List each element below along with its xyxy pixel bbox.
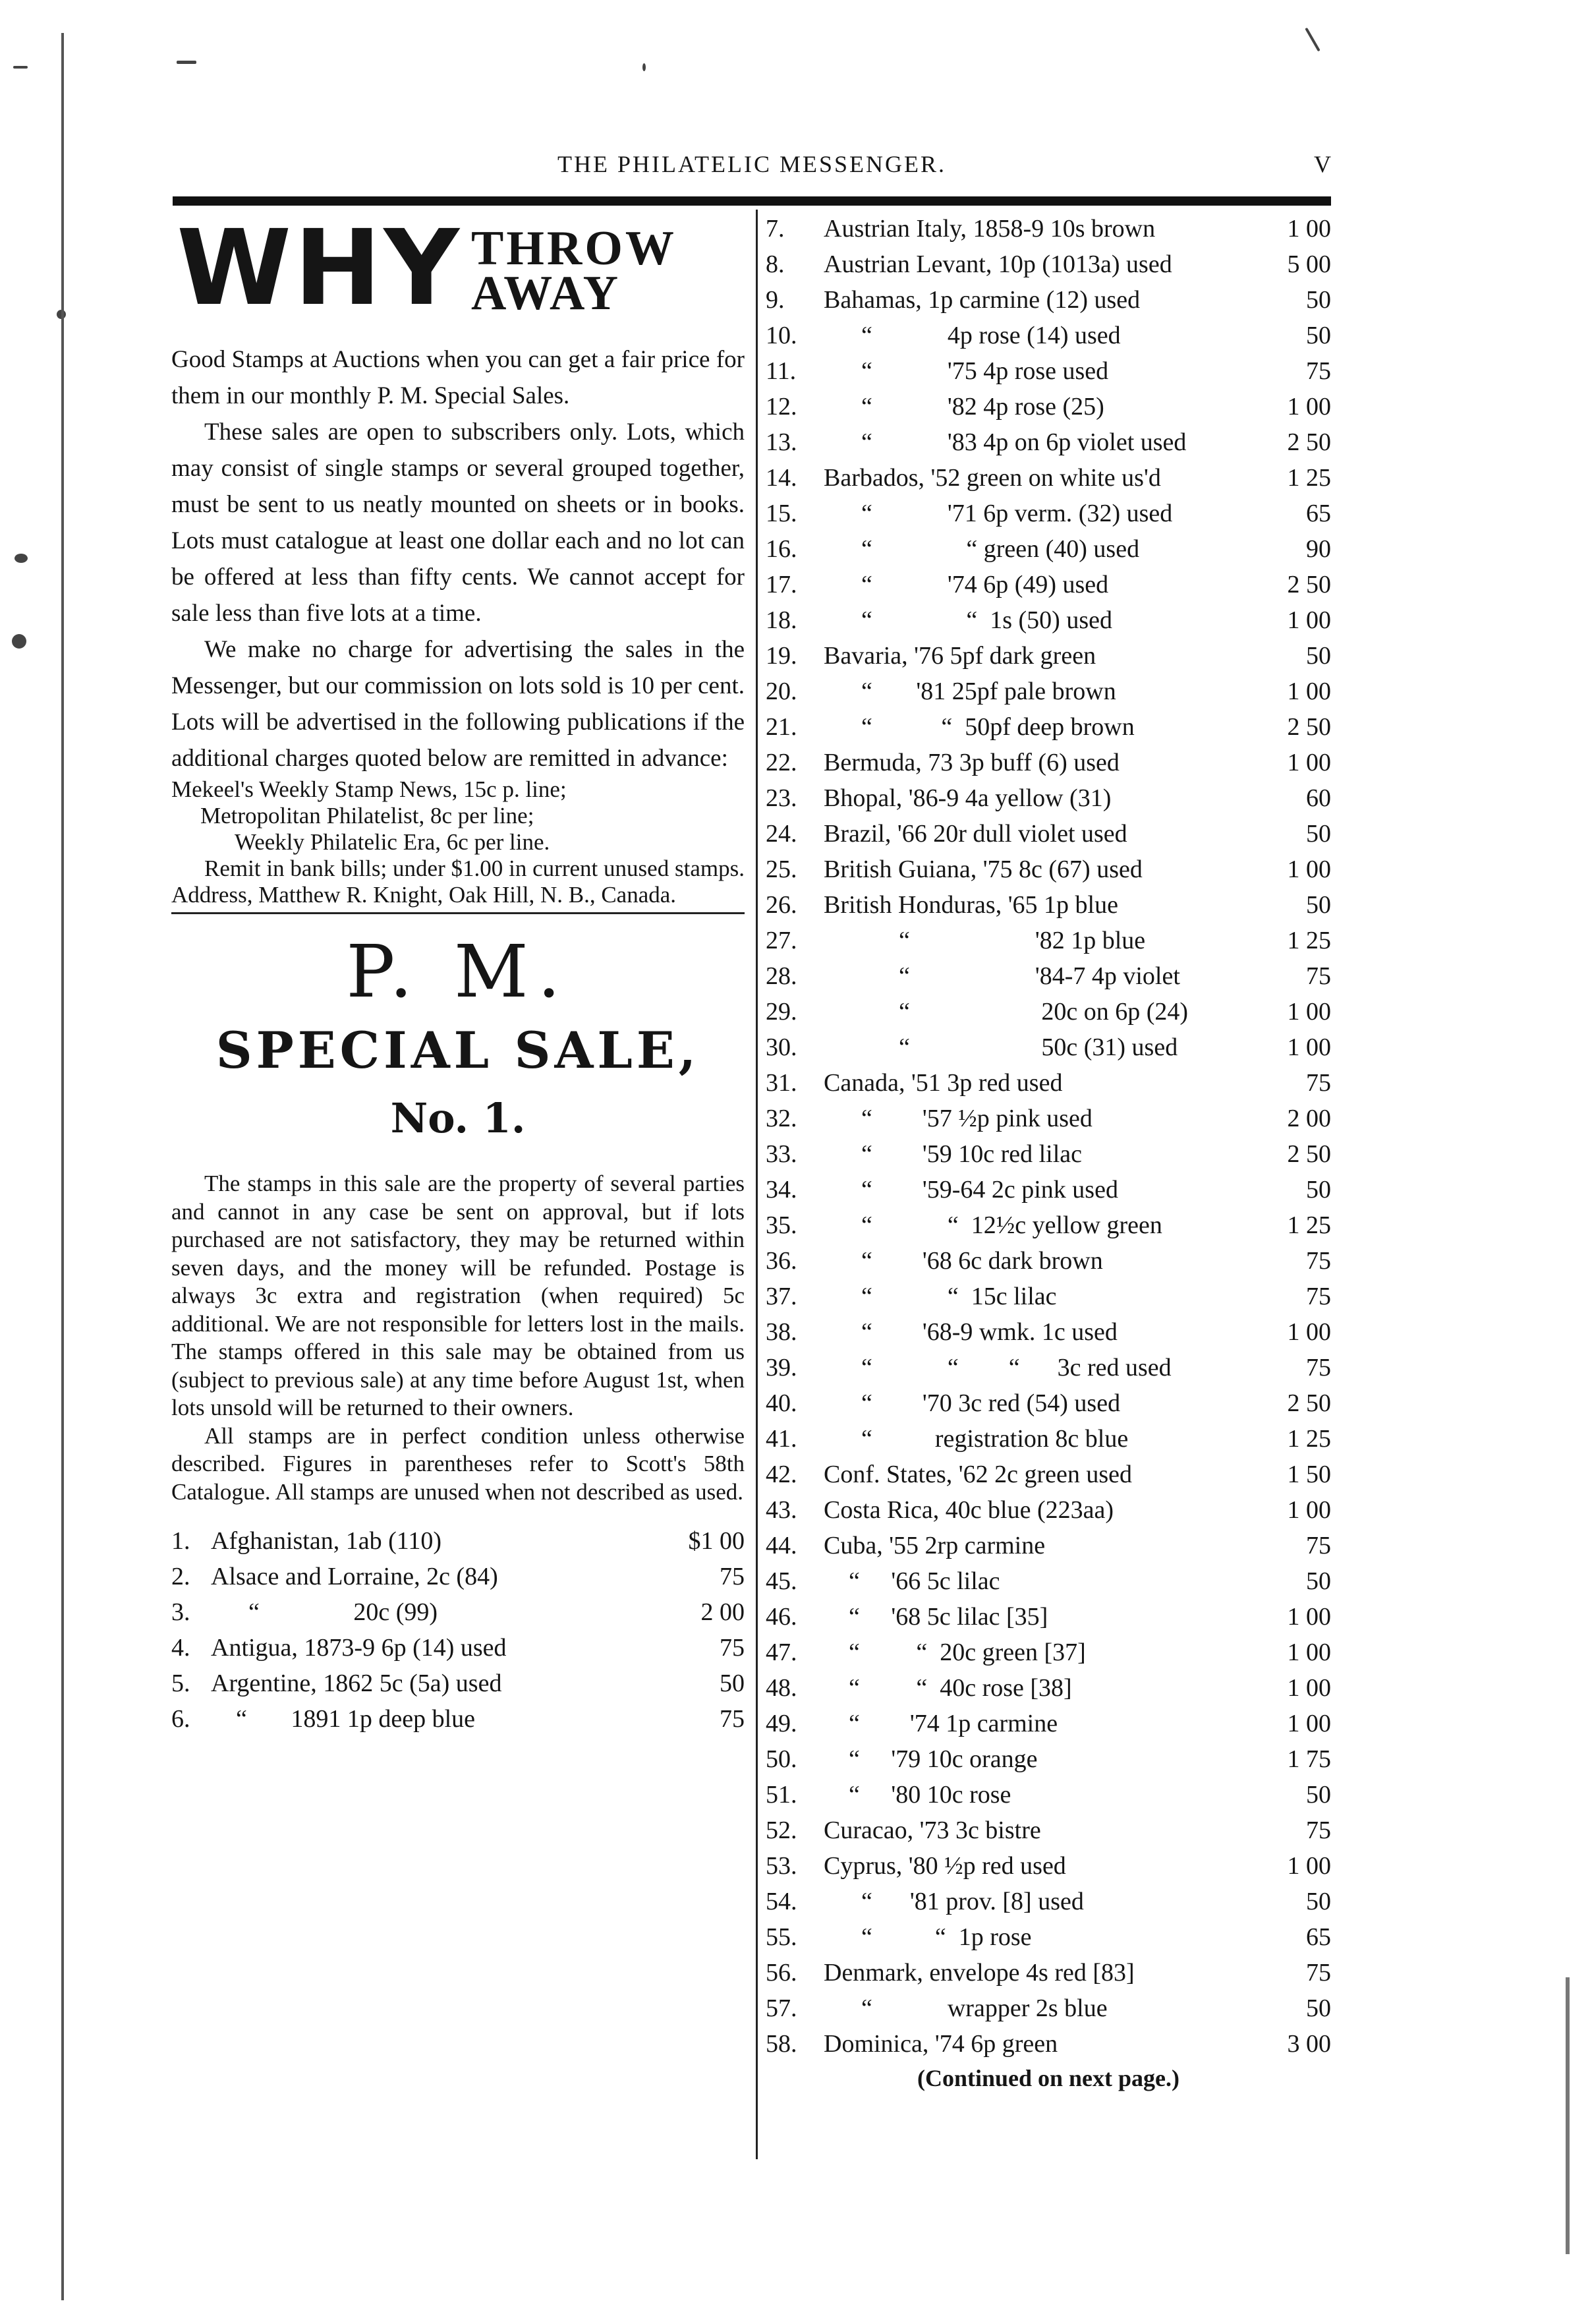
page-title: THE PHILATELIC MESSENGER. [557, 151, 946, 177]
lot-number: 26. [766, 891, 797, 919]
lot-number: 30. [766, 1033, 797, 1061]
lot-description: “ 20c on 6p (24) [824, 998, 1189, 1026]
lot-price: 50 [1306, 1176, 1331, 1204]
lot-row [766, 780, 1331, 816]
lot-description: “ “ 40c rose [38] [824, 1674, 1072, 1702]
lot-number: 19. [766, 642, 797, 670]
lot-row [766, 745, 1331, 780]
lot-number: 24. [766, 820, 797, 848]
lot-row [171, 1630, 745, 1666]
lot-description: “ '81 prov. [8] used [824, 1888, 1084, 1915]
lot-number: 58. [766, 2030, 797, 2058]
lot-description: “ “ 12½c yellow green [824, 1211, 1162, 1239]
lot-description: Afghanistan, 1ab (110) [211, 1527, 441, 1555]
lot-price: 50 [1306, 1994, 1331, 2022]
lot-row [766, 2026, 1331, 2062]
lot-number: 50. [766, 1745, 797, 1773]
lot-row [766, 211, 1331, 247]
lot-description: Austrian Italy, 1858-9 10s brown [824, 215, 1156, 243]
lot-number: 34. [766, 1176, 797, 1204]
lot-description: “ wrapper 2s blue [824, 1994, 1108, 2022]
lot-description: Conf. States, '62 2c green used [824, 1461, 1133, 1488]
page-number: V [1314, 151, 1331, 177]
lot-number: 39. [766, 1354, 797, 1381]
lot-number: 23. [766, 784, 797, 812]
lot-price: 75 [1306, 1959, 1331, 1987]
lot-row [766, 887, 1331, 923]
lot-description: “ '57 ½p pink used [824, 1105, 1093, 1132]
lot-number: 48. [766, 1674, 797, 1702]
lot-description: Antigua, 1873-9 6p (14) used [211, 1634, 507, 1662]
lot-description: Bhopal, '86-9 4a yellow (31) [824, 784, 1112, 812]
lot-number: 47. [766, 1639, 797, 1666]
lot-description: Barbados, '52 green on white us'd [824, 464, 1161, 492]
lot-row [766, 531, 1331, 567]
lot-price: 2 50 [1287, 1389, 1331, 1417]
lot-description: “ '74 1p carmine [824, 1710, 1058, 1737]
lot-number: 11. [766, 357, 797, 385]
lot-price: 50 [1306, 891, 1331, 919]
lot-row [766, 389, 1331, 424]
lot-row [766, 1136, 1331, 1172]
lot-row [766, 1101, 1331, 1136]
lot-description: Bahamas, 1p carmine (12) used [824, 286, 1141, 314]
lot-description: “ 20c (99) [211, 1598, 438, 1626]
lot-row [766, 353, 1331, 389]
lot-row [766, 1919, 1331, 1955]
lot-number: 35. [766, 1211, 797, 1239]
scan-speck [642, 63, 646, 71]
left-lot-list [171, 1523, 745, 1737]
lot-description: Bavaria, '76 5pf dark green [824, 642, 1096, 670]
lot-description: Canada, '51 3p red used [824, 1069, 1063, 1097]
lot-row [766, 994, 1331, 1030]
lot-price: 50 [1306, 1567, 1331, 1595]
scan-speck [13, 66, 28, 69]
lot-description: “ '83 4p on 6p violet used [824, 428, 1187, 456]
lot-price: 1 00 [1287, 749, 1331, 776]
lot-price: 1 00 [1287, 1852, 1331, 1880]
sale-terms-paragraph: The stamps in this sale are the property of several parties and cannot in any case be sent on approval, but if lots purchased are not satisfactory, they may be returned within seven days, and the money will be refunded. Postage is always 3c extra and registration (when required) 5c additional. We are not responsible for letters lost in the mails. The stamps offered in this sale may be obtained from us (subject to previous sale) at any time before August 1st, when lots unsold will be returned to their owners. [171, 1171, 745, 1420]
lot-price: 2 50 [1287, 571, 1331, 598]
scan-speck [12, 634, 26, 649]
lot-description: Argentine, 1862 5c (5a) used [211, 1670, 502, 1697]
lot-row [766, 567, 1331, 602]
lot-price: 2 00 [1287, 1105, 1331, 1132]
lot-price: 50 [1306, 1888, 1331, 1915]
lot-number: 29. [766, 998, 797, 1026]
lot-description: “ '82 1p blue [824, 927, 1146, 954]
lot-description: “ '70 3c red (54) used [824, 1389, 1121, 1417]
lot-price: 75 [1306, 1283, 1331, 1310]
lot-description: “ '68 5c lilac [35] [824, 1603, 1048, 1631]
lot-price: 2 50 [1287, 1140, 1331, 1168]
lot-number: 25. [766, 856, 797, 883]
lot-number: 33. [766, 1140, 797, 1168]
lot-number: 40. [766, 1389, 797, 1417]
lot-number: 9. [766, 286, 785, 314]
lot-number: 42. [766, 1461, 797, 1488]
lot-price: 75 [1306, 1069, 1331, 1097]
lot-number: 14. [766, 464, 797, 492]
lot-price: 75 [1306, 357, 1331, 385]
lot-number: 4. [171, 1634, 190, 1662]
lot-number: 28. [766, 962, 797, 990]
lot-row [766, 1350, 1331, 1385]
lot-number: 54. [766, 1888, 797, 1915]
lot-price: 1 00 [1287, 678, 1331, 705]
lot-number: 46. [766, 1603, 797, 1631]
lot-row [766, 852, 1331, 887]
lot-price: 1 25 [1287, 1211, 1331, 1239]
lot-price: 60 [1306, 784, 1331, 812]
publication-rate-2: Metropolitan Philatelist, 8c per line; [200, 803, 534, 828]
lot-description: Costa Rica, 40c blue (223aa) [824, 1496, 1114, 1524]
lot-price: 1 00 [1287, 1603, 1331, 1631]
lot-description: British Honduras, '65 1p blue [824, 891, 1118, 919]
lot-number: 5. [171, 1670, 190, 1697]
lot-row [766, 1670, 1331, 1706]
lot-price: 50 [1306, 820, 1331, 848]
lot-number: 32. [766, 1105, 797, 1132]
lot-number: 16. [766, 535, 797, 563]
lot-row [766, 1563, 1331, 1599]
lot-description: “ '74 6p (49) used [824, 571, 1109, 598]
special-sale-heading: SPECIAL SALE, [215, 1021, 700, 1080]
lot-price: 1 00 [1287, 1496, 1331, 1524]
lot-price: 1 00 [1287, 1710, 1331, 1737]
lot-number: 21. [766, 713, 797, 741]
lot-row [171, 1594, 745, 1630]
lot-row [171, 1701, 745, 1737]
lot-row [766, 1421, 1331, 1457]
lot-price: 1 00 [1287, 215, 1331, 243]
lot-number: 12. [766, 393, 797, 421]
lot-price: 90 [1306, 535, 1331, 563]
lot-description: Cyprus, '80 ½p red used [824, 1852, 1066, 1880]
lot-price: $1 00 [688, 1527, 745, 1555]
lot-row [766, 1065, 1331, 1101]
lot-row [766, 496, 1331, 531]
lot-row [766, 1279, 1331, 1314]
column-divider [756, 210, 758, 2159]
lot-price: 1 25 [1287, 1425, 1331, 1453]
lot-price: 1 00 [1287, 393, 1331, 421]
scan-edge-line [61, 33, 64, 2300]
lot-description: “ “ green (40) used [824, 535, 1140, 563]
lot-number: 15. [766, 500, 797, 527]
lot-row [766, 709, 1331, 745]
lot-number: 53. [766, 1852, 797, 1880]
lot-row [171, 1559, 745, 1594]
lot-price: 1 00 [1287, 1033, 1331, 1061]
lot-row [766, 1777, 1331, 1813]
lot-price: 1 00 [1287, 1674, 1331, 1702]
lot-price: 65 [1306, 500, 1331, 527]
lot-price: 3 00 [1287, 2030, 1331, 2058]
lot-price: 50 [1306, 322, 1331, 349]
lot-row [766, 1030, 1331, 1065]
scan-speck [1305, 28, 1320, 52]
lot-row [766, 1243, 1331, 1279]
lot-number: 55. [766, 1923, 797, 1951]
publication-rate-3: Weekly Philatelic Era, 6c per line. [235, 829, 550, 855]
why-paragraph-1: Good Stamps at Auctions when you can get a fair price for them in our monthly P. M. Special Sales. [171, 346, 745, 409]
lot-row [766, 1599, 1331, 1635]
lot-number: 20. [766, 678, 797, 705]
scan-edge-marks [1566, 1977, 1570, 2254]
scan-speck [14, 554, 28, 563]
lot-row [171, 1523, 745, 1559]
lot-row [766, 674, 1331, 709]
lot-description: “ registration 8c blue [824, 1425, 1129, 1453]
lot-row [766, 1492, 1331, 1528]
lot-description: “ “ 1p rose [824, 1923, 1032, 1951]
lot-price: 75 [1306, 1816, 1331, 1844]
lot-price: 75 [1306, 1247, 1331, 1275]
lot-number: 17. [766, 571, 797, 598]
lot-row [766, 460, 1331, 496]
lot-description: “ 1891 1p deep blue [211, 1705, 476, 1733]
lot-price: 1 00 [1287, 606, 1331, 634]
lot-number: 52. [766, 1816, 797, 1844]
lot-row [766, 1955, 1331, 1990]
lot-description: Curacao, '73 3c bistre [824, 1816, 1041, 1844]
lot-number: 51. [766, 1781, 797, 1809]
lot-description: Cuba, '55 2rp carmine [824, 1532, 1046, 1559]
lot-description: “ '79 10c orange [824, 1745, 1038, 1773]
lot-row [766, 282, 1331, 318]
sale-number: No. 1. [390, 1094, 526, 1142]
sale-conditions-paragraph: All stamps are in perfect condition unless otherwise described. Figures in parentheses refer to Scott's 58th Catalogue. All stamps are unused when not described as used. [171, 1422, 745, 1505]
lot-number: 8. [766, 250, 785, 278]
lot-number: 44. [766, 1532, 797, 1559]
lot-number: 31. [766, 1069, 797, 1097]
lot-row [766, 1990, 1331, 2026]
lot-price: 50 [1306, 1781, 1331, 1809]
lot-number: 10. [766, 322, 797, 349]
lot-description: “ '82 4p rose (25) [824, 393, 1104, 421]
lot-row [766, 424, 1331, 460]
lot-price: 65 [1306, 1923, 1331, 1951]
right-column [766, 211, 1331, 2092]
lot-price: 2 50 [1287, 713, 1331, 741]
lot-price: 1 00 [1287, 1639, 1331, 1666]
lot-number: 3. [171, 1598, 190, 1626]
lot-row [766, 318, 1331, 353]
lot-price: 50 [720, 1670, 745, 1697]
lot-row [766, 1172, 1331, 1207]
lot-price: 2 50 [1287, 428, 1331, 456]
why-paragraph-3: We make no charge for advertising the sales in the Messenger, but our commission on lots sold is 10 per cent. Lots will be advertised in the following publications if the additional charges quoted below are remitted in advance: [171, 636, 745, 772]
lot-number: 41. [766, 1425, 797, 1453]
why-throw-away-heading [171, 210, 745, 341]
lot-description: “ “ 15c lilac [824, 1283, 1057, 1310]
lot-row [766, 1706, 1331, 1741]
lot-description: Denmark, envelope 4s red [83] [824, 1959, 1135, 1987]
lot-description: “ “ 20c green [37] [824, 1639, 1086, 1666]
lot-price: 1 25 [1287, 464, 1331, 492]
lot-price: 75 [1306, 1354, 1331, 1381]
lot-description: Alsace and Lorraine, 2c (84) [211, 1563, 498, 1590]
lot-price: 75 [1306, 962, 1331, 990]
lot-row [766, 1528, 1331, 1563]
lot-description: “ '66 5c lilac [824, 1567, 1000, 1595]
lot-description: “ '81 25pf pale brown [824, 678, 1116, 705]
lot-price: 1 00 [1287, 998, 1331, 1026]
lot-number: 37. [766, 1283, 797, 1310]
lot-row [766, 923, 1331, 958]
lot-description: “ '68 6c dark brown [824, 1247, 1103, 1275]
why-paragraph-2: These sales are open to subscribers only. Lots, which may consist of single stamps or several grouped together, must be sent to us neatly mounted on sheets or in books. Lots must catalogue at least one dollar each and no lot can be offered at less than fifty cents. We cannot accept for sale less than five lots at a time. [171, 419, 745, 627]
lot-price: 50 [1306, 286, 1331, 314]
lot-row [766, 1385, 1331, 1421]
lot-description: “ 50c (31) used [824, 1033, 1178, 1061]
lot-description: “ “ 1s (50) used [824, 606, 1112, 634]
lot-row [766, 1741, 1331, 1777]
away-word: AWAY [471, 266, 621, 320]
why-word: WHY [177, 208, 462, 329]
lot-description: “ '68-9 wmk. 1c used [824, 1318, 1118, 1346]
lot-number: 18. [766, 606, 797, 634]
continued-note: (Continued on next page.) [917, 2065, 1180, 2091]
lot-price: 50 [1306, 642, 1331, 670]
page-header [173, 150, 1331, 185]
lot-price: 1 25 [1287, 927, 1331, 954]
lot-row [766, 1635, 1331, 1670]
lot-description: “ '59 10c red lilac [824, 1140, 1083, 1168]
lot-row [766, 1813, 1331, 1848]
lot-number: 49. [766, 1710, 797, 1737]
lot-number: 56. [766, 1959, 797, 1987]
lot-price: 1 00 [1287, 856, 1331, 883]
lot-number: 45. [766, 1567, 797, 1595]
lot-row [766, 602, 1331, 638]
lot-row [766, 816, 1331, 852]
publication-rate-1: Mekeel's Weekly Stamp News, 15c p. line; [171, 776, 567, 802]
section-rule [171, 912, 745, 914]
header-rule [173, 196, 1331, 206]
lot-price: 75 [1306, 1532, 1331, 1559]
lot-number: 13. [766, 428, 797, 456]
lot-row [766, 1314, 1331, 1350]
lot-number: 36. [766, 1247, 797, 1275]
lot-description: “ '80 10c rose [824, 1781, 1011, 1809]
lot-number: 1. [171, 1527, 190, 1555]
lot-row [766, 1207, 1331, 1243]
lot-number: 6. [171, 1705, 190, 1733]
lot-description: “ '59-64 2c pink used [824, 1176, 1118, 1204]
lot-description: “ “ “ 3c red used [824, 1354, 1172, 1381]
lot-description: Austrian Levant, 10p (1013a) used [824, 250, 1172, 278]
lot-price: 75 [720, 1705, 745, 1733]
lot-price: 5 00 [1287, 250, 1331, 278]
lot-description: “ 4p rose (14) used [824, 322, 1121, 349]
lot-description: “ '84-7 4p violet [824, 962, 1180, 990]
lot-description: “ '71 6p verm. (32) used [824, 500, 1173, 527]
lot-row [766, 1848, 1331, 1884]
lot-price: 1 00 [1287, 1318, 1331, 1346]
lot-description: “ '75 4p rose used [824, 357, 1109, 385]
lot-number: 7. [766, 215, 785, 243]
left-column [171, 210, 745, 1737]
lot-description: British Guiana, '75 8c (67) used [824, 856, 1143, 883]
right-lot-list [766, 211, 1331, 2062]
lot-price: 75 [720, 1634, 745, 1662]
scan-speck [177, 61, 196, 64]
pm-heading: P. M. [346, 929, 570, 1014]
lot-price: 2 00 [700, 1598, 745, 1626]
lot-row [766, 638, 1331, 674]
lot-number: 22. [766, 749, 797, 776]
lot-price: 1 75 [1287, 1745, 1331, 1773]
lot-row [171, 1666, 745, 1701]
lot-number: 43. [766, 1496, 797, 1524]
lot-number: 38. [766, 1318, 797, 1346]
lot-description: Brazil, '66 20r dull violet used [824, 820, 1127, 848]
lot-row [766, 958, 1331, 994]
lot-row [766, 1884, 1331, 1919]
remit-paragraph: Remit in bank bills; under $1.00 in current unused stamps. Address, Matthew R. Knight, Oak Hill, N. B., Canada. [171, 856, 745, 908]
lot-row [766, 247, 1331, 282]
lot-row [766, 1457, 1331, 1492]
lot-description: Bermuda, 73 3p buff (6) used [824, 749, 1120, 776]
lot-price: 1 50 [1287, 1461, 1331, 1488]
lot-number: 27. [766, 927, 797, 954]
lot-price: 75 [720, 1563, 745, 1590]
lot-description: Dominica, '74 6p green [824, 2030, 1058, 2058]
lot-number: 57. [766, 1994, 797, 2022]
throw-word: THROW [471, 221, 677, 276]
lot-number: 2. [171, 1563, 190, 1590]
lot-description: “ “ 50pf deep brown [824, 713, 1135, 741]
